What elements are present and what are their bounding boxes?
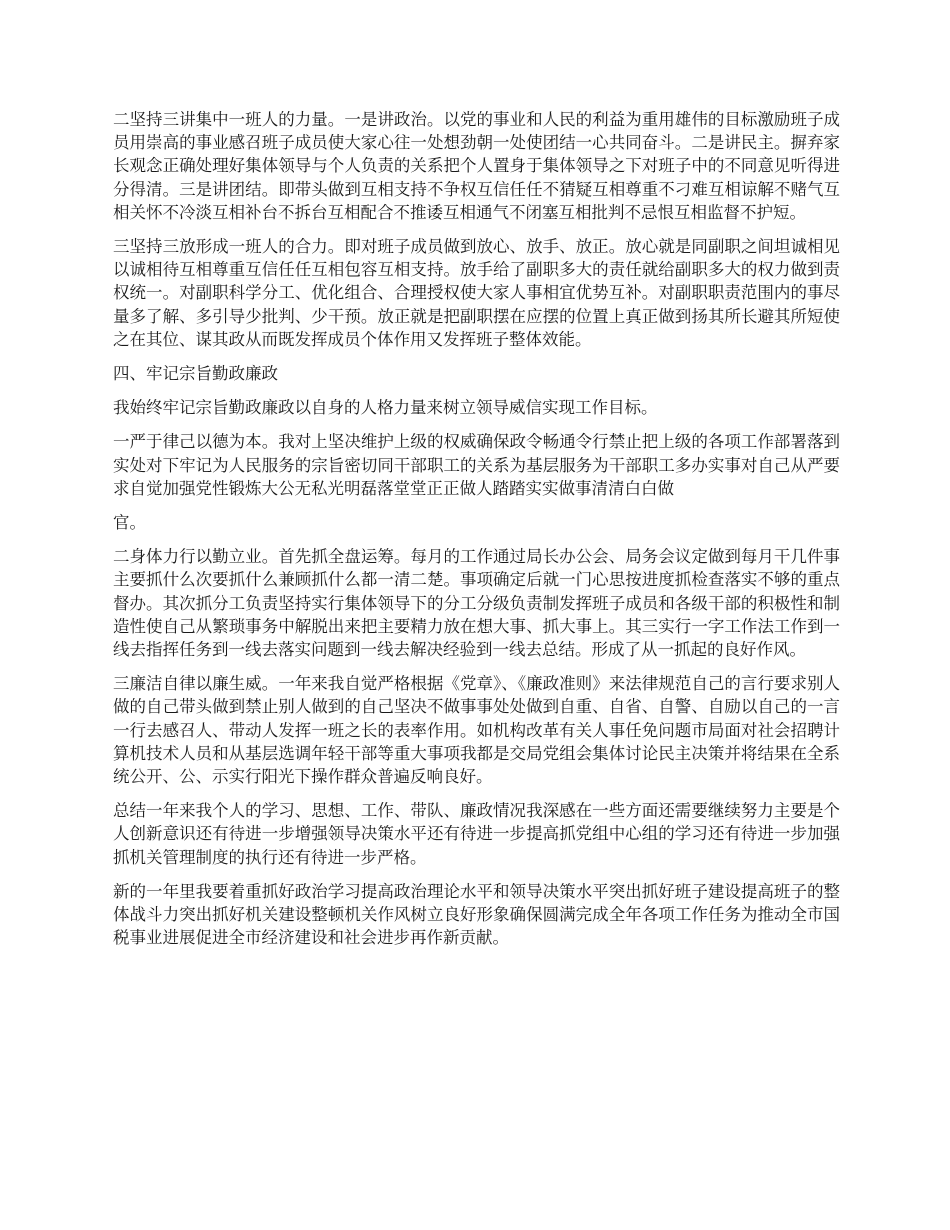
paragraph-new-year: 新的一年里我要着重抓好政治学习提高政治理论水平和领导决策水平突出抓好班子建设提高班子的整体战斗力突出抓好机关建设整顿机关作风树立良好形象确保圆满完成全年各项工作任务为推动全市国税事业进展促进全市经济建设和社会进步再作新贡献。 <box>113 881 840 948</box>
paragraph-diligence: 二身体力行以勤立业。首先抓全盘运筹。每月的工作通过局长办公会、局务会议定做到每月干几件事主要抓什么次要抓什么兼顾抓什么都一清二楚。事项确定后就一门心思按进度抓检查落实不够的重点督办。其次抓分工负责坚持实行集体领导下的分工分级负责制发挥班子成员和各级干部的积极性和制造性使自己从繁琐事务中解脱出来把主要精力放在想大事、抓大事上。其三实行一字工作法工作到一线去指挥任务到一线去落实问题到一线去解决经验到一线去总结。形成了从一抓起的良好作风。 <box>113 547 840 660</box>
paragraph-three-lets: 三坚持三放形成一班人的合力。即对班子成员做到放心、放手、放正。放心就是同副职之间坦诚相见以诚相待互相尊重互信任任互相包容互相支持。放手给了副职多大的责任就给副职多大的权力做到责权统一。对副职科学分工、优化组合、合理授权使大家人事相宜优势互补。对副职职责范围内的事尽量多了解、多引导少批判、少干预。放正就是把副职摆在应摆的位置上真正做到扬其所长避其所短使之在其位、谋其政从而既发挥成员个体作用又发挥班子整体效能。 <box>113 237 840 349</box>
paragraph-three-talks: 二坚持三讲集中一班人的力量。一是讲政治。以党的事业和人民的利益为重用雄伟的目标激励班子成员用崇高的事业感召班子成员使大家心往一处想劲朝一处使团结一心共同奋斗。二是讲民主。摒弃家长观念正确处理好集体领导与个人负责的关系把个人置身于集体领导之下对班子中的不同意见听得进分得清。三是讲团结。即带头做到互相支持不争权互信任任不猜疑互相尊重不刁难互相谅解不赌气互相关怀不冷淡互相补台不拆台互相配合不推诿互相通气不闭塞互相批判不忌恨互相监督不护短。 <box>113 110 840 222</box>
paragraph-fragment: 官。 <box>113 513 146 533</box>
section-heading: 四、牢记宗旨勤政廉政 <box>113 364 278 384</box>
document-body <box>113 108 840 961</box>
paragraph-clean-government: 三廉洁自律以廉生威。一年来我自觉严格根据《党章》、《廉政准则》来法律规范自己的言行要求别人做的自己带头做到禁止别人做到的自己坚决不做事事处处做到自重、自省、自警、自励以自己的一言一行去感召人、带动人发挥一班之长的表率作用。如机构改革有关人事任免问题市局面对社会招聘计算机技术人员和从基层选调年轻干部等重大事项我都是交局党组会集体讨论民主决策并将结果在全系统公开、公、示实行阳光下操作群众普遍反响良好。 <box>113 674 840 787</box>
paragraph-summary: 总结一年来我个人的学习、思想、工作、带队、廉政情况我深感在一些方面还需要继续努力主要是个人创新意识还有待进一步增强领导决策水平还有待进一步提高抓党组中心组的学习还有待进一步加强抓机关管理制度的执行还有待进一步严格。 <box>113 801 840 867</box>
paragraph-intro-integrity: 我始终牢记宗旨勤政廉政以自身的人格力量来树立领导威信实现工作目标。 <box>113 398 658 418</box>
paragraph-self-discipline: 一严于律己以德为本。我对上坚决维护上级的权威确保政令畅通令行禁止把上级的各项工作部署落到实处对下牢记为人民服务的宗旨密切同干部职工的关系为基层服务为干部职工多办实事对自己从严要求自觉加强党性锻炼大公无私光明磊落堂堂正正做人踏踏实实做事清清白白做 <box>113 432 840 498</box>
